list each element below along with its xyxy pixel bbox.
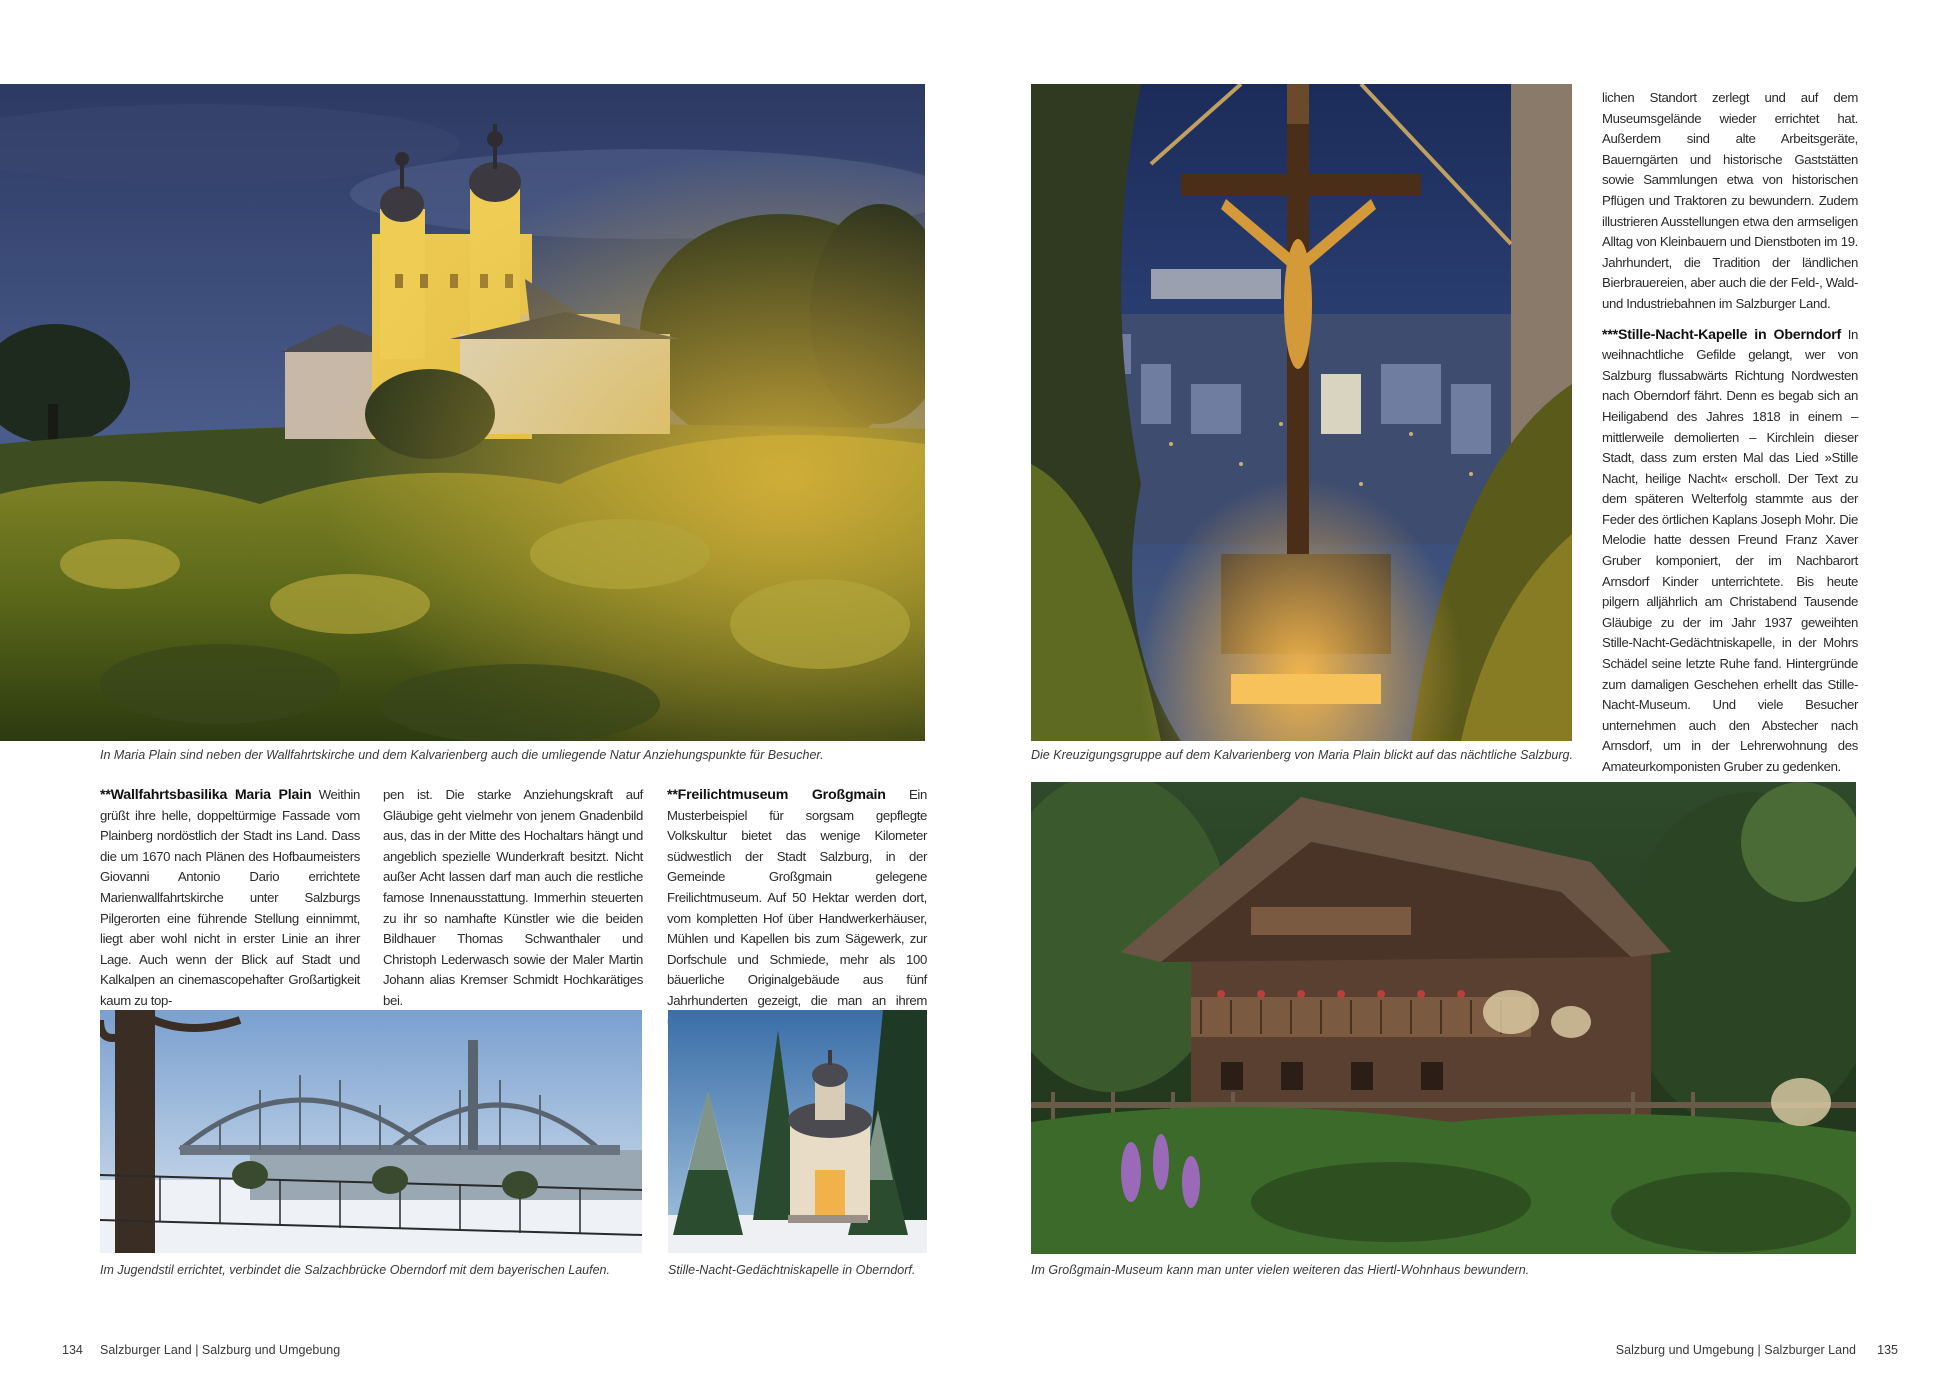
footer-right-running-title: Salzburg und Umgebung | Salzburger Land [1615,1343,1856,1357]
photo-kreuzigung [1031,84,1572,741]
text-basilika-2: pen ist. Die starke Anziehungskraft auf Gläubige geht vielmehr von jenem Gnadenbild aus, das in der Mitte des Hochaltars hängt und angeblich spezielle Wunderkraft besitzt. Nicht außer Acht lassen darf man auch die restliche famose Innenausstattung. Immerhin steuerten zu ihr so namhafte Künstler wie die beiden Bildhauer Thomas Schwanthaler und Christoph Lederwasch sowie der Maler Martin Johann alias Kremser Schmidt Hochkarätiges bei. [383,787,643,1008]
footer-right-page-number: 135 [1877,1343,1898,1357]
footer-left-running-title: Salzburger Land | Salzburg und Umgebung [100,1343,341,1357]
caption-bruecke: Im Jugendstil errichtet, verbindet die Salzachbrücke Oberndorf mit dem bayerischen Laufen. [100,1263,610,1277]
photo-maria-plain [0,84,925,741]
caption-maria-plain: In Maria Plain sind neben der Wallfahrtskirche und dem Kalvarienberg auch die umliegende Natur Anziehungspunkte für Besucher. [100,748,824,762]
text-freilicht-2: lichen Standort zerlegt und auf dem Museumsgelände wieder errichtet hat. Außerdem sind alte Arbeitsgeräte, Bauerngärten und historische Gaststätten sowie Sammlungen etwa von historischen Pflügen und Traktoren zu bewundern. Zudem illustrieren Ausstellungen etwa den armseligen Alltag von Kleinbauern und Dienstboten im 19. Jahrhundert, die Tradition der ländlichen Bierbrauereien, aber auch die der Feld-, Wald- und Industriebahnen im Salzburger Land. [1602,90,1858,311]
photo-grossgmain [1031,782,1856,1254]
article-column-4 [1602,88,1858,778]
photo-kapelle [668,1010,927,1253]
text-stille-nacht: In weihnachtliche Gefilde gelangt, wer von Salzburg flussabwärts Richtung Nordwesten nach Oberndorf fährt. Denn es begab sich an Heiligabend des Jahres 1818 in einem – mittlerweile demolierten – Kirchlein dieser Stadt, dass zum ersten Mal das Lied »Stille Nacht, heilige Nacht« erscholl. Der Text zu dem späteren Welterfolg stammte aus der Feder des örtlichen Kaplans Joseph Mohr. Die Melodie hatte dessen Freund Franz Xaver Gruber komponiert, der im Nachbarort Arnsdorf Kinder unterrichtete. Bis heute pilgern alljährlich am Christabend Tausende Gläubige zu der im Jahr 1937 geweihten Stille-Nacht-Gedächtniskapelle, in der Mohrs Schädel seine letzte Ruhe fand. Hintergründe zum damaligen Geschehen erhellt das Stille-Nacht-Museum. Und viele Besucher unternehmen auch den Abstecher nach Arnsdorf, um in der Lehrerwohnung des Amateurkomponisten Gruber zu gedenken. [1602,326,1858,774]
heading-freilicht: **Freilichtmuseum Großgmain [667,787,886,803]
caption-kapelle: Stille-Nacht-Gedächtniskapelle in Oberndorf. [668,1263,916,1277]
article-column-1 [100,785,360,1012]
article-column-3 [667,785,927,1032]
text-freilicht-1: Ein Musterbeispiel für sorgsam gepflegte Volkskultur bietet das wenige Kilometer südwestlich der Stadt Salzburg, in der Gemeinde Großgmain gelegene Freilichtmuseum. Auf 50 Hektar werden dort, vom kompletten Hof über Handwerkerhäuser, Mühlen und Kapellen bis zum Sägewerk, zur Dorfschule und Schmiede, mehr als 100 bäuerliche Originalgebäude aus fünf Jahrhunderten gezeigt, die man an ihrem [667,787,927,1008]
article-column-2 [383,785,643,1012]
heading-stille-nacht: ***Stille-Nacht-Kapelle in Oberndorf [1602,326,1842,343]
heading-basilika: **Wallfahrtsbasilika Maria Plain [100,787,312,803]
footer-left-page-number: 134 [62,1343,83,1357]
text-basilika-1: Weithin grüßt ihre helle, doppeltürmige Fassade vom Plainberg nordöstlich der Stadt ins Land. Dass die um 1670 nach Plänen des Hofbaumeisters Giovanni Antonio Dario errichtete Marienwallfahrtskirche unter Salzburgs Pilgerorten eine führende Stellung einnimmt, liegt aber wohl nicht in erster Linie an ihrer Lage. Auch wenn der Blick auf Stadt und Kalkalpen an cinemascopehafter Großartigkeit kaum zu top- [100,787,360,1008]
photo-salzachbruecke [100,1010,642,1253]
caption-grossgmain: Im Großgmain-Museum kann man unter vielen weiteren das Hiertl-Wohnhaus bewundern. [1031,1263,1530,1277]
caption-kreuzigung: Die Kreuzigungsgruppe auf dem Kalvarienberg von Maria Plain blickt auf das nächtliche Salzburg. [1031,748,1573,762]
